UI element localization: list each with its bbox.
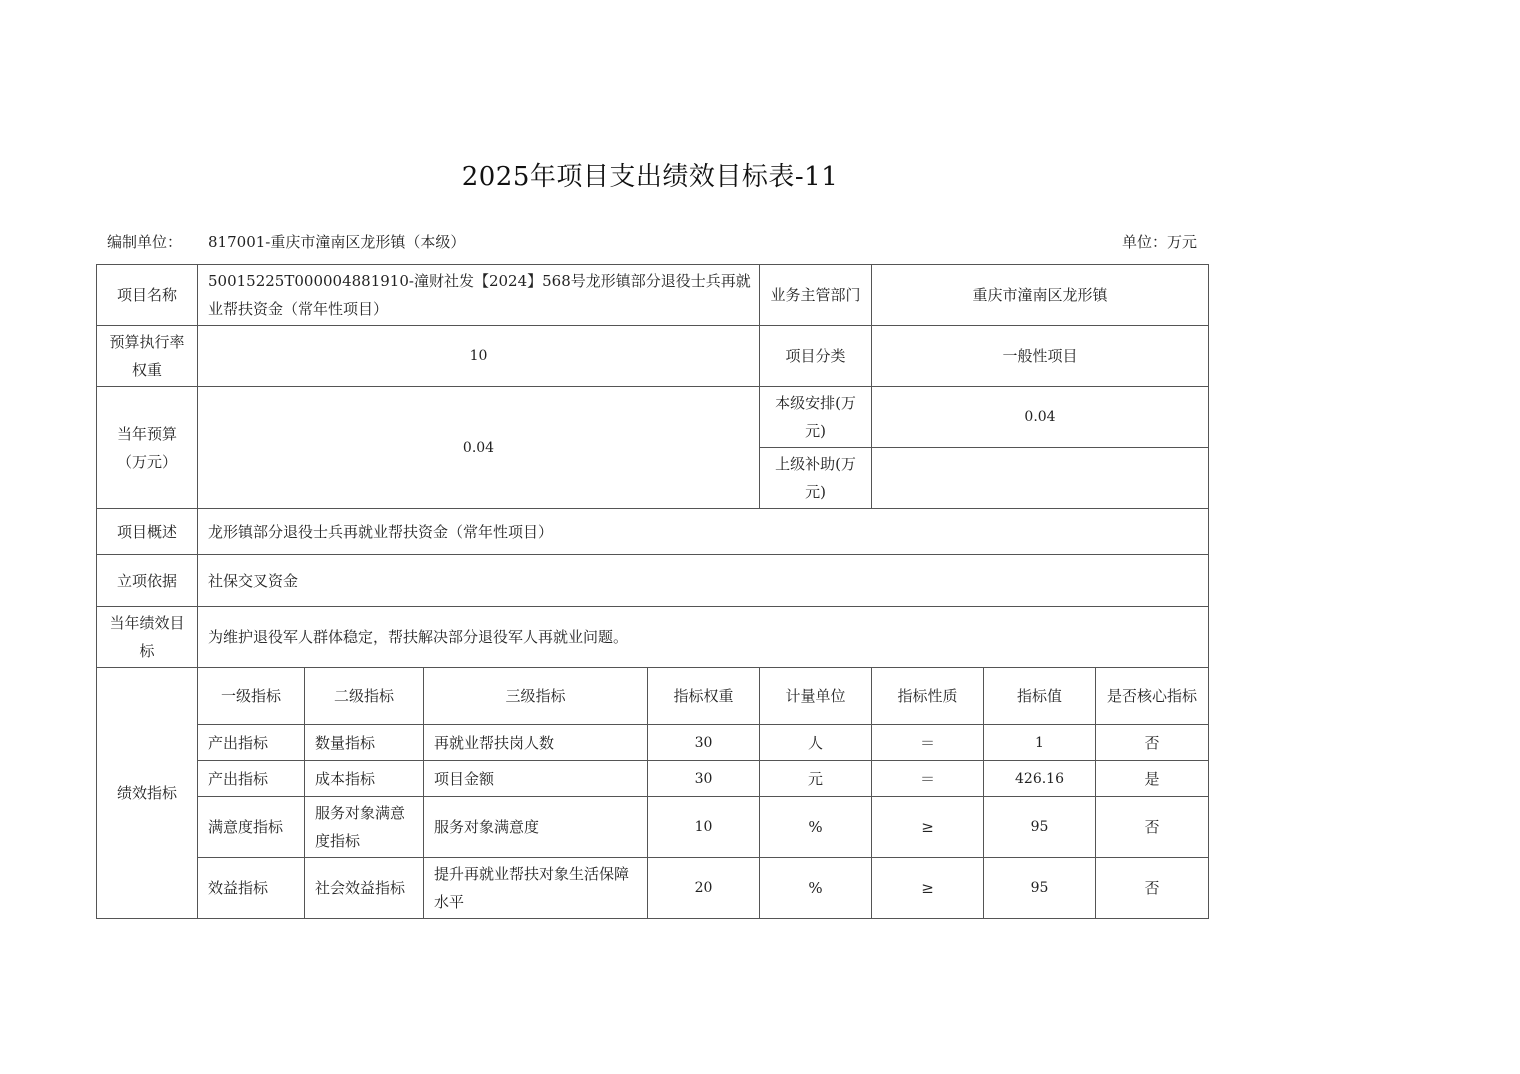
header-level3: 三级指标 — [424, 668, 648, 725]
row-level1: 效益指标 — [198, 858, 305, 919]
row-core: 是 — [1096, 761, 1209, 797]
row-level3: 提升再就业帮扶对象生活保障水平 — [424, 858, 648, 919]
header-weight: 指标权重 — [648, 668, 760, 725]
local-funding-label: 本级安排(万元) — [760, 387, 872, 448]
performance-table — [96, 264, 1209, 919]
local-funding-value: 0.04 — [872, 387, 1209, 448]
header-nature: 指标性质 — [872, 668, 984, 725]
overview-value: 龙形镇部分退役士兵再就业帮扶资金（常年性项目） — [198, 509, 1209, 555]
row-level3: 再就业帮扶岗人数 — [424, 725, 648, 761]
project-name-value: 50015225T000004881910-潼财社发【2024】568号龙形镇部分退役士兵再就业帮扶资金（常年性项目） — [198, 265, 760, 326]
row-nature: ＝ — [872, 725, 984, 761]
page-title: 2025年项目支出绩效目标表-11 — [461, 162, 839, 192]
row-level3: 项目金额 — [424, 761, 648, 797]
table-row — [97, 761, 1209, 797]
goal-label: 当年绩效目标 — [97, 607, 198, 668]
exec-rate-value: 10 — [198, 326, 760, 387]
row-level3: 服务对象满意度 — [424, 797, 648, 858]
upper-funding-label: 上级补助(万元) — [760, 448, 872, 509]
row-value: 95 — [984, 858, 1096, 919]
row-value: 1 — [984, 725, 1096, 761]
row-unit: 元 — [760, 761, 872, 797]
row-level2: 数量指标 — [305, 725, 424, 761]
row-value: 95 — [984, 797, 1096, 858]
project-name-label: 项目名称 — [97, 265, 198, 326]
row-nature: ＝ — [872, 761, 984, 797]
row-level1: 产出指标 — [198, 761, 305, 797]
indicators-section-label: 绩效指标 — [97, 668, 198, 919]
row-level2: 服务对象满意度指标 — [305, 797, 424, 858]
row-weight: 30 — [648, 761, 760, 797]
header-unit: 计量单位 — [760, 668, 872, 725]
row-value: 426.16 — [984, 761, 1096, 797]
budget-value: 0.04 — [198, 387, 760, 509]
overview-label: 项目概述 — [97, 509, 198, 555]
row-level2: 社会效益指标 — [305, 858, 424, 919]
basis-value: 社保交叉资金 — [198, 555, 1209, 607]
category-label: 项目分类 — [760, 326, 872, 387]
category-value: 一般性项目 — [872, 326, 1209, 387]
row-core: 否 — [1096, 858, 1209, 919]
row-level1: 产出指标 — [198, 725, 305, 761]
compiling-unit — [107, 231, 465, 252]
row-core: 否 — [1096, 797, 1209, 858]
table-row — [97, 797, 1209, 858]
row-core: 否 — [1096, 725, 1209, 761]
header-level1: 一级指标 — [198, 668, 305, 725]
compiling-unit-value: 817001-重庆市潼南区龙形镇（本级） — [208, 233, 466, 251]
header-core: 是否核心指标 — [1096, 668, 1209, 725]
row-level1: 满意度指标 — [198, 797, 305, 858]
dept-value: 重庆市潼南区龙形镇 — [872, 265, 1209, 326]
upper-funding-value — [872, 448, 1209, 509]
row-weight: 10 — [648, 797, 760, 858]
dept-label: 业务主管部门 — [760, 265, 872, 326]
row-nature: ≥ — [872, 797, 984, 858]
exec-rate-label: 预算执行率权重 — [97, 326, 198, 387]
budget-label: 当年预算（万元） — [97, 387, 198, 509]
row-unit: % — [760, 797, 872, 858]
table-row — [97, 725, 1209, 761]
row-weight: 20 — [648, 858, 760, 919]
table-row — [97, 858, 1209, 919]
header-level2: 二级指标 — [305, 668, 424, 725]
goal-value: 为维护退役军人群体稳定，帮扶解决部分退役军人再就业问题。 — [198, 607, 1209, 668]
money-unit: 单位：万元 — [1121, 233, 1197, 251]
row-weight: 30 — [648, 725, 760, 761]
compiling-unit-label: 编制单位： — [107, 233, 183, 251]
row-unit: 人 — [760, 725, 872, 761]
row-unit: % — [760, 858, 872, 919]
row-level2: 成本指标 — [305, 761, 424, 797]
basis-label: 立项依据 — [97, 555, 198, 607]
row-nature: ≥ — [872, 858, 984, 919]
header-value: 指标值 — [984, 668, 1096, 725]
